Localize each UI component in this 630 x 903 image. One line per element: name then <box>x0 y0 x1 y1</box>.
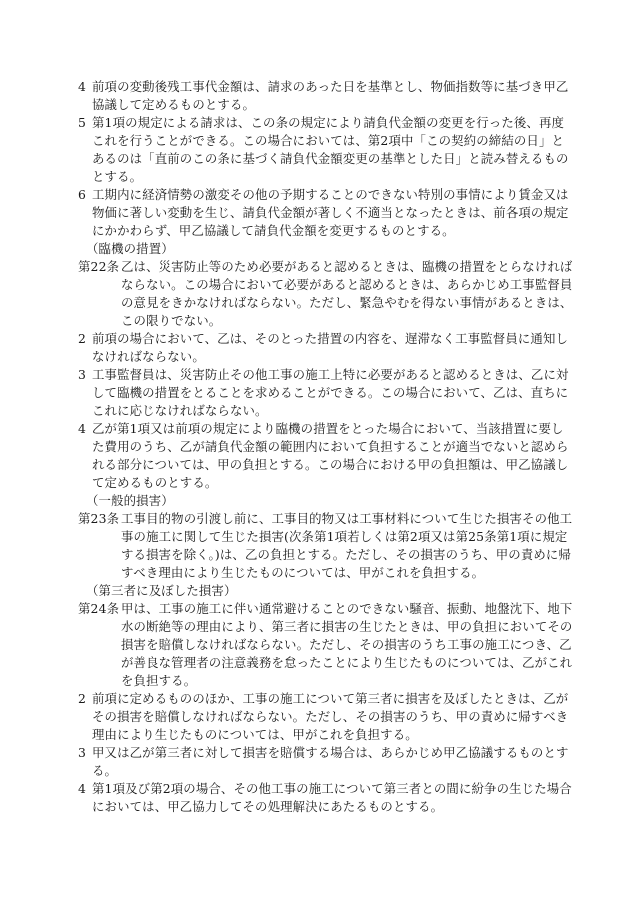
article-24 <box>78 600 576 690</box>
item-text: 前項に定めるもののほか、工事の施工について第三者に損害を及ぼしたときは、乙がその損害を賠償しなければならない。ただし、その損害のうち、甲の責めに帰すべき理由により生じたものについては、甲がこれを負担する。 <box>92 691 569 742</box>
article-23 <box>78 510 576 582</box>
item-number: 5 <box>78 115 87 130</box>
item-text: 乙が第1項又は前項の規定により臨機の措置をとった場合において、当該措置に要した費用のうち、乙が請負代金額の範囲内において負担することが適当でないと認められる部分については、甲の負担とする。この場合における甲の負担額は、甲乙協議して定めるものとする。 <box>92 421 569 490</box>
article-text: 乙は、災害防止等のため必要があると認めるときは、臨機の措置をとらなければならない。この場合において必要があると認めるときは、あらかじめ工事監督員の意見をきかなければならない。ただし、緊急やむを得ない事情があるときは、この限りでない。 <box>121 259 573 328</box>
paragraph-item <box>78 330 576 366</box>
item-text: 前項の変動後残工事代金額は、請求のあった日を基準とし、物価指数等に基づき甲乙協議して定めるものとする。 <box>92 79 569 112</box>
paragraph-item <box>78 780 576 816</box>
paragraph-item <box>78 690 576 744</box>
section-heading: （第三者に及ぼした損害） <box>86 583 237 598</box>
article-number: 第23条 <box>78 511 120 526</box>
section-heading: （臨機の措置） <box>86 241 174 256</box>
item-text: 第1項及び第2項の場合、その他工事の施工について第三者との間に紛争の生じた場合においては、甲乙協力してその処理解決にあたるものとする。 <box>92 781 572 814</box>
item-text: 甲又は乙が第三者に対して損害を賠償する場合は、あらかじめ甲乙協議するものとする。 <box>92 745 569 778</box>
item-text: 第1項の規定による請求は、この条の規定により請負代金額の変更を行った後、再度これを行うことができる。この場合においては、第2項中「この契約の締結の日」とあるのは「直前のこの条に基づく請負代金額変更の基準とした日」と読み替えるものとする。 <box>92 115 569 184</box>
article-number: 第24条 <box>78 601 120 616</box>
item-number: 3 <box>78 367 87 382</box>
article-number: 第22条 <box>78 259 120 274</box>
article-text: 甲は、工事の施工に伴い通常避けることのできない騒音、振動、地盤沈下、地下水の断絶等の理由により、第三者に損害の生じたときは、甲の負担においてその損害を賠償しなければならない。ただし、その損害のうち工事の施工につき、乙が善良な管理者の注意義務を怠ったことにより生じたものについては、乙がこれを負担する。 <box>121 601 573 688</box>
paragraph-item <box>78 420 576 492</box>
paragraph-item <box>78 186 576 240</box>
item-text: 工事監督員は、災害防止その他工事の施工上特に必要があると認めるときは、乙に対して臨機の措置をとることを求めることができる。この場合において、乙は、直ちにこれに応じなければならない。 <box>92 367 569 418</box>
item-number: 3 <box>78 745 87 760</box>
item-number: 2 <box>78 331 87 346</box>
article-text: 工事目的物の引渡し前に、工事目的物又は工事材料について生じた損害その他工事の施工に関して生じた損害(次条第1項若しくは第2項又は第25条第1項に規定する損害を除く。)は、乙の負担とする。ただし、その損害のうち、甲の責めに帰すべき理由により生じたものについては、甲がこれを負担する。 <box>121 511 573 580</box>
paragraph-item <box>78 366 576 420</box>
paragraph-item <box>78 78 576 114</box>
item-number: 6 <box>78 187 87 202</box>
item-number: 4 <box>78 781 87 796</box>
paragraph-item <box>78 744 576 780</box>
item-number: 4 <box>78 79 87 94</box>
item-text: 工期内に経済情勢の激変その他の予期することのできない特別の事情により賃金又は物価に著しい変動を生じ、請負代金額が著しく不適当となったときは、前各項の規定にかかわらず、甲乙協議して請負代金額を変更するものとする。 <box>92 187 569 238</box>
item-number: 4 <box>78 421 87 436</box>
document-body <box>78 78 576 816</box>
section-heading: （一般的損害） <box>86 493 174 508</box>
item-text: 前項の場合において、乙は、そのとった措置の内容を、遅滞なく工事監督員に通知しなければならない。 <box>92 331 569 364</box>
article-22 <box>78 258 576 330</box>
item-number: 2 <box>78 691 87 706</box>
paragraph-item <box>78 114 576 186</box>
